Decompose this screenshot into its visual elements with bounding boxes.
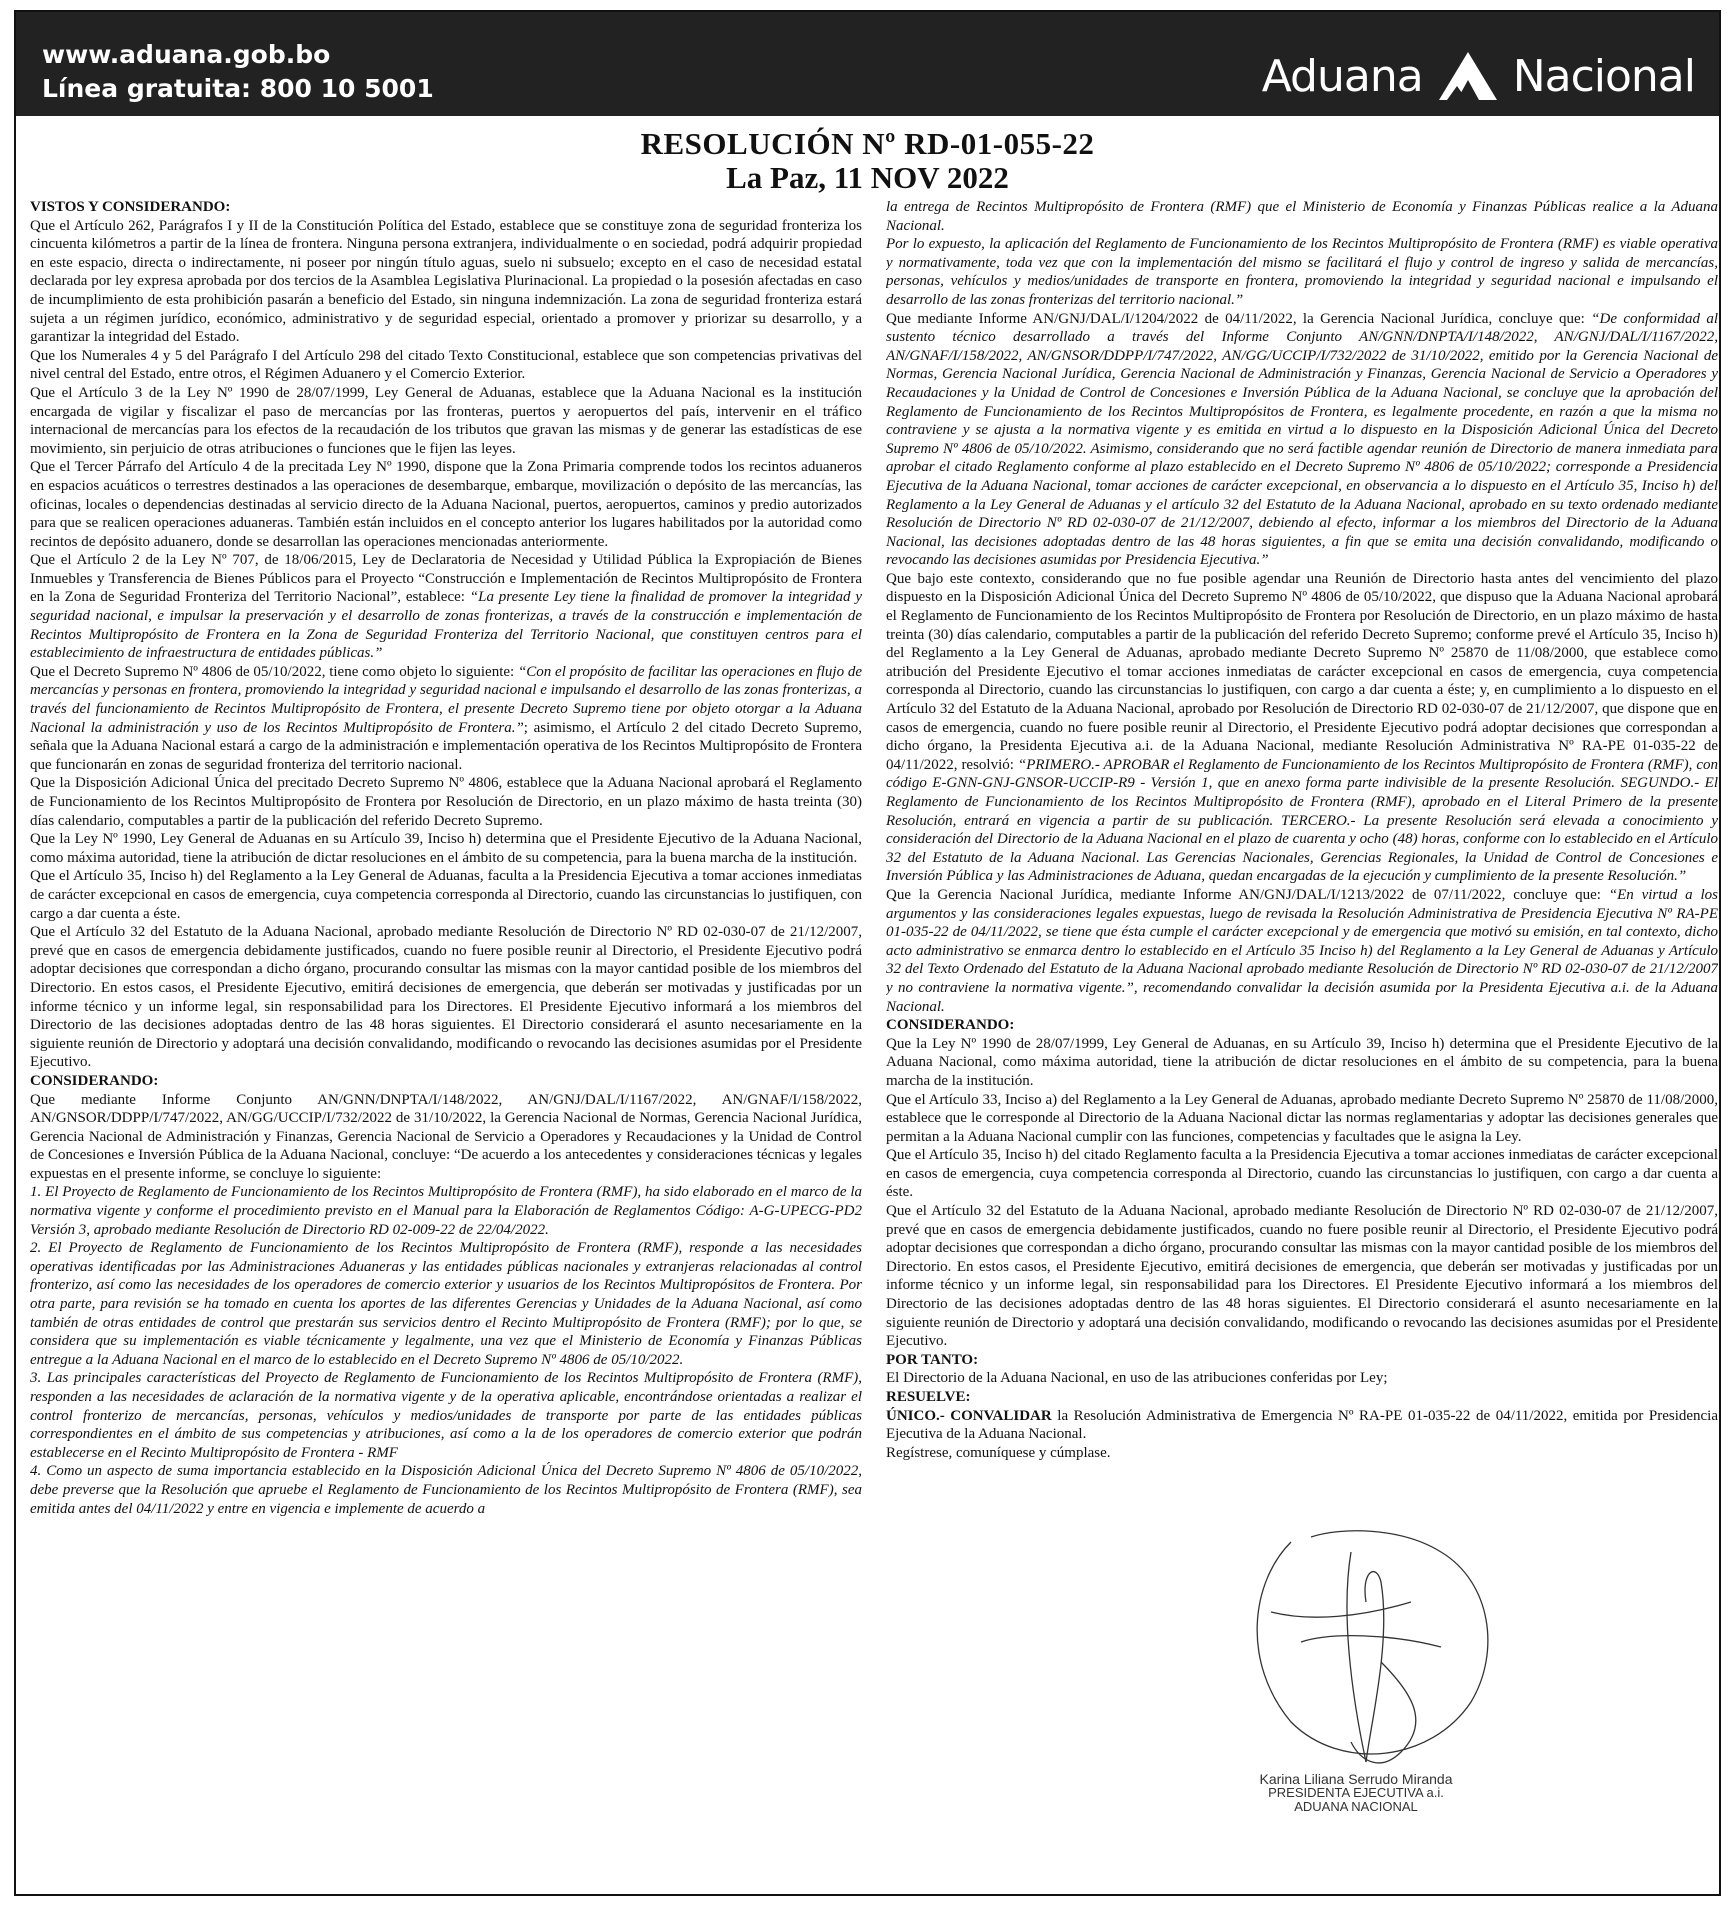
body-paragraph [886,570,1718,886]
section-heading: VISTOS Y CONSIDERANDO: [30,199,231,215]
logo-text-right: Nacional [1512,51,1695,102]
paragraph-text: Que el Artículo 262, Parágrafos I y II de la Constitución Política del Estado, establece que se constituye zona de seguridad fronteriza los cincuenta kilómetros a partir de la línea de frontera. Ninguna persona extranjera, individualmente o en sociedad, podrá adquirir propiedad en este espacio, directa o indirectamente, ni poseer por ningún título aguas, suelo ni subsuelo; excepto en el caso de necesidad estatal declarada por ley expresa aprobada por dos tercios de la Asamblea Legislativa Plurinacional. La propiedad o la posesión afectadas en caso de incumplimiento de esta prohibición pasarán a beneficio del Estado, sin ninguna indemnización. La zona de seguridad fronteriza estará sujeta a un régimen jurídico, económico, administrativo y de seguridad especial, orientado a promover y priorizar su desarrollo, y a garantizar la integridad del Estado. [30,217,862,346]
paragraph-text: Que el Artículo 32 del Estatuto de la Aduana Nacional, aprobado mediante Resolución de Directorio Nº RD 02-030-07 de 21/12/2007, prevé que en casos de emergencia debidamente justificados, cuando no fuere posible reunir al Directorio, el Presidente Ejecutivo podrá adoptar decisiones que correspondan a dicho órgano, procurando consultar las mismas con la mayor cantidad posible de los miembros del Directorio. En estos casos, el Presidente Ejecutivo, emitirá decisiones de emergencia, que deberán ser motivadas y justificadas por un informe técnico y un informe legal, sin responsabilidad para los Directores. El Presidente Ejecutivo informará a los miembros del Directorio de las decisiones adoptadas dentro de las 48 horas siguientes. El Directorio considerará el asunto necesariamente en la siguiente reunión de Directorio y adoptará una decisión convalidando, modificando o revocando las decisiones asumidas por el Presidente Ejecutivo. [30,924,862,1071]
body-paragraph [30,458,862,551]
quoted-paragraph: 3. Las principales características del Proyecto de Reglamento de Funcionamiento de los Recintos Multipropósito de Frontera (RMF), responden a las necesidades de aclaración de la normativa vigente y de la operativa aplicable, encontrándose orientadas a realizar el control fronterizo de mercancías, personas, vehículos y medios/unidades de transporte por parte de las entidades públicas correspondientes en el ámbito de sus competencias y atribuciones, así como a la de los operadores de comercio exterior que podrán establecerse en el Recinto Multipropósito de Frontera - RMF [30,1370,862,1461]
paragraph-text: Que los Numerales 4 y 5 del Parágrafo I del Artículo 298 del citado Texto Constitucional, establece que son competencias privativas del nivel central del Estado, entre otros, el Régimen Aduanero y el Comercio Exterior. [30,347,862,383]
paragraph-text: Que el Artículo 35, Inciso h) del Reglamento a la Ley General de Aduanas, faculta a la Presidencia Ejecutiva a tomar acciones inmediatas de carácter excepcional en casos de emergencia, cuya competencia corresponda al Directorio, cuando las circunstancias lo justifiquen, con cargo a dar cuenta a éste. [30,868,862,922]
hotline-text: Línea gratuita: 800 10 5001 [42,74,434,103]
paragraph-text: Que la Gerencia Nacional Jurídica, mediante Informe AN/GNJ/DAL/I/1213/2022 de 07/11/2022, concluye que: [886,886,1609,903]
resolution-title: RESOLUCIÓN Nº RD-01-055-22 [640,126,1095,161]
paragraph-text: Que mediante Informe Conjunto AN/GNN/DNPTA/I/148/2022, AN/GNJ/DAL/I/1167/2022, AN/GNAF/I/158/2022, AN/GNSOR/DDPP/I/747/2022, AN/GG/UCCIP/I/732/2022 de 31/10/2022, la Gerencia Nacional de Normas, Gerencia Nacional Jurídica, Gerencia Nacional de Administración y Finanzas, Gerencia Nacional de Servicio a Operadores y Recaudaciones y la Unidad de Control de Concesiones e Inversión Pública de la Aduana Nacional, concluye: “De acuerdo a los antecedentes y consideraciones técnicas y legales expuestas en el presente informe, se concluye lo siguiente: [30,1091,862,1182]
body-paragraph [30,1091,862,1184]
signature-stamp [1231,1522,1511,1782]
body-paragraph [30,923,862,1072]
paragraph-text: Que el Tercer Párrafo del Artículo 4 de la precitada Ley Nº 1990, dispone que la Zona Primaria comprende todos los recintos aduaneros en espacios acuáticos o terrestres destinados a las operaciones de desembarque, embarque, movilización o depósito de las mercancías, las oficinas, locales o dependencias destinadas al servicio directo de la Aduana Nacional, puertos, aeropuertos, caminos y predio autorizados para que se realicen operaciones aduaneras. También están incluidos en el concepto anterior los lugares habilitados por la autoridad como recintos de depósito aduanero, donde se desarrollan las operaciones mencionadas anteriormente. [30,459,862,550]
section-heading: CONSIDERANDO: [30,1072,159,1089]
resolution-place-date: La Paz, 11 NOV 2022 [726,160,1009,195]
quoted-text: “De conformidad al sustento técnico desarrollado a través del Informe Conjunto AN/GNN/DNPTA/I/148/2022, AN/GNJ/DAL/I/1167/2022, AN/GNAF/I/158/2022, AN/GNSOR/DDPP/I/747/2022, AN/GG/UCCIP/I/732/2022 de 31/10/2022, emitido por la Gerencia Nacional de Normas, Gerencia Nacional Jurídica, Gerencia Nacional de Administración y Finanzas, Gerencia Nacional de Servicio a Operadores y Recaudaciones y la Unidad de Control de Concesiones e Inversión Pública de la Aduana Nacional, se concluye que la aprobación del Reglamento de Funcionamiento de los Recintos Multipropósitos de Frontera, es legalmente procedente, en razón a que la misma no contraviene y se ajusta a la normativa vigente y es emitida en virtud a lo dispuesto en la Disposición Adicional Única del Decreto Supremo Nº 4806 de 05/10/2022. Asimismo, considerando que no será factible agendar reunión de Directorio de manera inmediata para aprobar el citado Reglamento conforme al plazo establecido en el Decreto Supremo Nº 4806 de 05/10/2022; corresponde a Presidencia Ejecutiva de la Aduana Nacional, tomar acciones de carácter excepcional, en observancia a lo dispuesto en el Artículo 35, Inciso h) del Reglamento a la Ley General de Aduanas y el artículo 32 del Estatuto de la Aduana Nacional, aprobado en su texto ordenado mediante Resolución de Directorio Nº RD 02-030-07 de 21/12/2007, debiendo al efecto, informar a los miembros del Directorio de la Aduana Nacional, las decisiones adoptadas dentro de las 48 horas siguientes, a fin que se emita una decisión convalidando, modificando o revocando las decisiones asumidas por Presidencia Ejecutiva.” [886,310,1718,569]
quoted-paragraph: 2. El Proyecto de Reglamento de Funcionamiento de los Recintos Multipropósito de Frontera (RMF), responde a las necesidades operativas identificadas por las Administraciones Aduaneras y las entidades públicas nacionales y extranjeras relacionadas al control fronterizo, así como las necesidades de los operadores de comercio exterior y usuarios de los Recintos Multipropósitos de Frontera. Por otra parte, para revisión se ha tomado en cuenta los aportes de las diferentes Gerencias y Unidades de la Aduana Nacional, así como también de otras entidades de control que prestarán sus servicios dentro el Recinto Multipropósito de Frontera (RMF); por lo que, se considera que su implementación es viable técnicamente y legalmente, una vez que el Ministerio de Economía y Finanzas Públicas entregue a la Aduana Nacional en el marco de lo establecido en el Decreto Supremo Nº 4806 de 05/10/2022. [30,1240,862,1368]
body-paragraph [886,1444,1718,1463]
resolution-notice [14,10,1721,1896]
paragraph-text: Que mediante Informe AN/GNJ/DAL/I/1204/2022 de 04/11/2022, la Gerencia Nacional Jurídica, concluye que: [886,310,1592,327]
paragraph-text: El Directorio de la Aduana Nacional, en uso de las atribuciones conferidas por Ley; [886,1370,1388,1387]
body-paragraph [30,384,862,458]
paragraph-text: la Resolución Administrativa de Emergencia Nº RA-PE 01-035-22 de 04/11/2022, emitida por Presidencia Ejecutiva de la Aduana Nacional. [886,1407,1718,1443]
signer-role: PRESIDENTA EJECUTIVA a.i. [1268,1785,1444,1800]
paragraph-text: Que bajo este contexto, considerando que no fue posible agendar una Reunión de Directorio hasta antes del vencimiento del plazo dispuesto en la Disposición Adicional Única del Decreto Supremo Nº 4806 de 05/10/2022, que dispuso que la Aduana Nacional aprobará el Reglamento de Funcionamiento de los Recintos Multipropósito de Frontera por Resolución de Directorio, en un plazo máximo de hasta treinta (30) días calendario, computables a partir de la publicación del referido Decreto Supremo; conforme prevé el Artículo 35, Inciso h) del Reglamento a la Ley General de Aduanas, aprobado mediante Decreto Supremo Nº 25870 de 11/08/2000, que establece como atribución del Presidente Ejecutivo el tomar acciones inmediatas de carácter excepcional en casos de emergencia, cuya competencia corresponda al Directorio, cuando las circunstancias lo justifiquen, con cargo a dar cuenta a éste; y, en cumplimiento a lo dispuesto en el Artículo 32 del Estatuto de la Aduana Nacional, aprobado por Resolución de Directorio RD 02-030-07 de 21/12/2007, que dispone que en casos de emergencia, cuando no fuere posible reunir al Directorio, el Presidente Ejecutivo podrá adoptar decisiones que correspondan a dicho órgano, la Presidenta Ejecutiva a.i. de la Aduana Nacional, mediante Resolución Administrativa Nº RA-PE 01-035-22 de 04/11/2022, resolvió: [886,570,1718,773]
body-paragraph [30,663,862,775]
signature-caption [1226,1772,1486,1814]
paragraph-text: Que la Ley Nº 1990 de 28/07/1999, Ley General de Aduanas, en su Artículo 39, Inciso h) determina que el Presidente Ejecutivo de la Aduana Nacional, como máxima autoridad, tiene la atribución de dictar resoluciones en el ámbito de su competencia, para la buena marcha de la institución. [886,1035,1718,1089]
paragraph-text: Que el Artículo 3 de la Ley Nº 1990 de 28/07/1999, Ley General de Aduanas, establece que la Aduana Nacional es la institución encargada de vigilar y fiscalizar el paso de mercancías por las fronteras, puertos y aeropuertos del país, intervenir en el tráfico internacional de mercancías para los efectos de la recaudación de los tributos que gravan las mismas y de generar las estadísticas de ese movimiento, sin perjuicio de otras atribuciones o funciones que le fijen las leyes. [30,384,862,457]
body-paragraph [30,551,862,663]
paragraph-text: Que el Decreto Supremo Nº 4806 de 05/10/2022, tiene como objeto lo siguiente: [30,663,518,680]
body-paragraph [30,774,862,830]
paragraph-text: Que la Ley Nº 1990, Ley General de Aduanas en su Artículo 39, Inciso h) determina que el Presidente Ejecutivo de la Aduana Nacional, como máxima autoridad, tiene la atribución de dictar resoluciones en el ámbito de su competencia, para la buena marcha de la institución. [30,831,862,866]
section-heading: RESUELVE: [886,1389,971,1405]
quoted-text: “PRIMERO.- APROBAR el Reglamento de Funcionamiento de los Recintos Multipropósito de Frontera (RMF), con código E-GNN-GNJ-GNSOR-UCCIP-R9 - Versión 1, que en anexo forma parte indivisible de la presente Resolución. SEGUNDO.- El Reglamento de Funcionamiento de los Recintos Multipropósito de Frontera (RMF), aprobado en el Literal Primero de la presente Resolución, entrará en vigencia a partir de su publicación. TERCERO.- La presente Resolución será elevada a conocimiento y consideración del Directorio de la Aduana Nacional en el plazo de cuarenta y ocho (48) horas, conforme con lo establecido en el Artículo 32 del Estatuto de la Aduana Nacional. Las Gerencias Nacionales, Gerencias Regionales, la Unidad de Control de Concesiones e Inversión Pública y las Administraciones de Aduana, quedan encargadas de la ejecución y cumplimiento de la presente Resolución.” [886,756,1718,885]
header-banner [16,12,1719,116]
body-paragraph [886,1369,1718,1388]
website-link[interactable]: www.aduana.gob.bo [42,40,331,69]
paragraph-text: Que la Disposición Adicional Única del precitado Decreto Supremo Nº 4806, establece que la Aduana Nacional aprobará el Reglamento de Funcionamiento de los Recintos Multipropósito de Frontera por Resolución de Directorio, en un plazo máximo de hasta treinta (30) días calendario, computables a partir de la publicación del referido Decreto Supremo. [30,775,862,829]
paragraph-text: Regístrese, comuníquese y cúmplase. [886,1444,1111,1461]
quoted-paragraph: 4. Como un aspecto de suma importancia establecido en la Disposición Adicional Única del Decreto Supremo Nº 4806 de 05/10/2022, debe preverse que la Resolución que apruebe el Reglamento de Funcionamiento de los Recintos Multipropósito de Frontera (RMF), sea emitida antes del 04/11/2022 y entre en vigencia e implemente de acuerdo a [30,1463,862,1517]
quoted-paragraph: la entrega de Recintos Multipropósito de Frontera (RMF) que el Ministerio de Economía y Finanzas Públicas realice a la Aduana Nacional. [886,199,1718,234]
aduana-logo [1262,38,1695,102]
body-paragraph [886,1146,1718,1202]
paragraph-text: Que el Artículo 2 de la Ley Nº 707, de 18/06/2015, Ley de Declaratoria de Necesidad y Utilidad Pública la Expropiación de Bienes Inmuebles y Transferencia de Bienes Públicos para el Proyecto “Construcción e Implementación de Recintos Multipropósito de Frontera en la Zona de Seguridad Fronteriza del Territorio Nacional”, establece: [30,552,862,606]
signer-name: Karina Liliana Serrudo Miranda [1259,1771,1453,1787]
paragraph-text: ; asimismo, el Artículo 2 del citado Decreto Supremo, señala que la Aduana Nacional estará a cargo de la administración e implementación operativa de los Recintos Multipropósito de Frontera que funcionarán en zonas de seguridad fronteriza del territorio nacional. [30,719,862,773]
paragraph-text: Que el Artículo 32 del Estatuto de la Aduana Nacional, aprobado mediante Resolución de Directorio Nº RD 02-030-07 de 21/12/2007, prevé que en casos de emergencia debidamente justificados, cuando no fuere posible reunir al Directorio, el Presidente Ejecutivo podrá adoptar decisiones que correspondan a dicho órgano, procurando consultar las mismas con la mayor cantidad posible de los miembros del Directorio. En estos casos, el Presidente Ejecutivo, emitirá decisiones de emergencia, que deberán ser motivadas y justificadas por un informe técnico y un informe legal, sin responsabilidad para los Directores. El Presidente Ejecutivo informará a los miembros del Directorio de las decisiones adoptadas dentro de las 48 horas siguientes. El Directorio considerará el asunto necesariamente en la siguiente reunión de Directorio y adoptará una decisión convalidando, modificando o revocando las decisiones asumidas por el Presidente Ejecutivo. [886,1203,1718,1350]
quoted-paragraph: 1. El Proyecto de Reglamento de Funcionamiento de los Recintos Multipropósito de Frontera (RMF), ha sido elaborado en el marco de la normativa vigente y conforme el procedimiento previsto en el Manual para la Elaboración de Reglamentos Código: A-G-UPECG-PD2 Versión 3, aprobado mediante Resolución de Directorio RD 02-009-22 de 22/04/2022. [30,1184,862,1238]
aduana-mountain-icon [1435,50,1501,102]
quoted-text: “Con el propósito de facilitar las operaciones en flujo de mercancías y personas en frontera, promoviendo la integridad y seguridad nacional e impulsando el desarrollo de las zonas fronterizas, a través del funcionamiento de Recintos Multipropósito de Frontera, el presente Decreto Supremo tiene por objeto otorgar a la Aduana Nacional la administración y uso de los Recintos Multipropósito de Frontera.” [30,663,862,736]
body-paragraph [30,347,862,384]
body-paragraph [30,830,862,867]
quoted-text: “La presente Ley tiene la finalidad de promover la integridad y seguridad nacional, e impulsar la preservación y el desarrollo de zonas fronterizas, a través de la construcción e implementación de Recintos Multipropósito de Frontera en la Zona de Seguridad Fronteriza del Territorio Nacional, que constituyen centros para el establecimiento de infraestructura de entidades públicas.” [30,589,862,662]
body-paragraph [886,310,1718,570]
body-paragraph [886,1407,1718,1444]
body-paragraph [886,886,1718,1016]
body-paragraph [886,1202,1718,1351]
section-heading: CONSIDERANDO: [886,1017,1015,1034]
body-paragraph [30,217,862,347]
section-heading: POR TANTO: [886,1351,979,1368]
signer-org: ADUANA NACIONAL [1294,1799,1418,1814]
quoted-paragraph: Por lo expuesto, la aplicación del Reglamento de Funcionamiento de los Recintos Multipropósito de Frontera (RMF) es viable operativa y normativamente, toda vez que con la implementación del mismo se facilitará el flujo y control de ingreso y salida de mercancías, personas, vehículos y medios/unidades de transporte en frontera, promoviendo la integridad y seguridad nacional e impulsando el desarrollo de las zonas fronterizas del territorio nacional.” [886,236,1718,308]
paragraph-text: Que el Artículo 33, Inciso a) del Reglamento a la Ley General de Aduanas, aprobado mediante Decreto Supremo Nº 25870 de 11/08/2000, establece que le corresponde al Directorio de la Aduana Nacional dictar las normas reglamentarias y adoptar las decisiones generales que permitan a la Aduana Nacional cumplir con las funciones, competencias y facultades que le asigna la Ley. [886,1091,1718,1145]
bold-lead: ÚNICO.- CONVALIDAR [886,1407,1052,1424]
body-paragraph [886,1035,1718,1091]
logo-text-left: Aduana [1261,51,1423,102]
paragraph-text: Que el Artículo 35, Inciso h) del citado Reglamento faculta a la Presidencia Ejecutiva a tomar acciones inmediatas de carácter excepcional en casos de emergencia, cuya competencia corresponda al Directorio, cuando las circunstancias lo justifiquen, con cargo a dar cuenta a éste. [886,1147,1718,1201]
body-paragraph [30,867,862,923]
body-paragraph [886,1091,1718,1147]
left-column [30,198,862,1878]
quoted-text: “En virtud a los argumentos y las consideraciones legales expuestas, luego de revisada la Resolución Administrativa de Presidencia Ejecutiva Nº RA-PE 01-035-22 de 04/11/2022, se tiene que ésta cumple el carácter excepcional y de emergencia que motivó su emisión, en tal contexto, dicho acto administrativo se enmarca dentro lo establecido en el Artículo 35 Inciso h) del Reglamento a la Ley General de Aduanas y Artículo 32 del Texto Ordenado del Estatuto de la Aduana Nacional aprobado mediante Resolución de Directorio Nº RD 02-030-07 de 21/12/2007 y no contraviene la normativa vigente.”, recomendando convalidar la decisión asumida por la Presidenta Ejecutiva a.i. de la Aduana Nacional. [886,886,1718,1015]
